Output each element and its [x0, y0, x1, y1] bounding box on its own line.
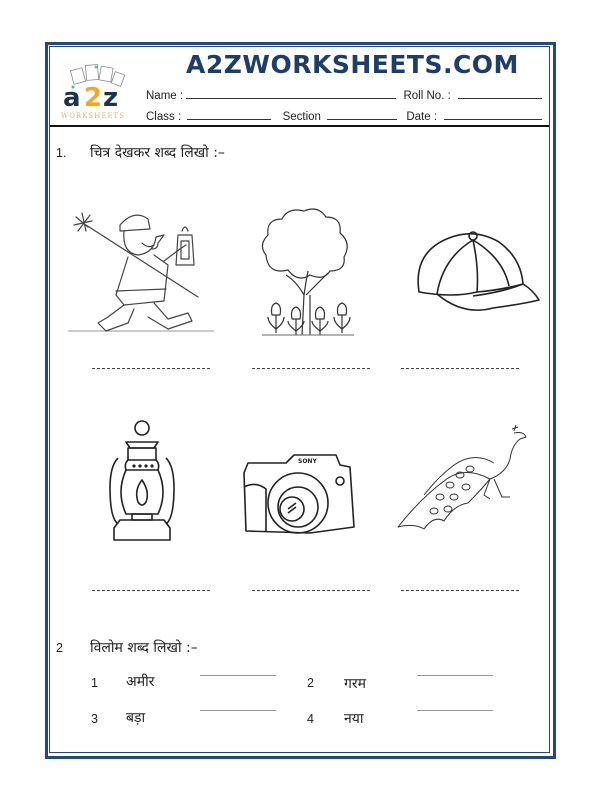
answer-blank-3[interactable]	[401, 368, 519, 369]
class-section-date-row	[146, 108, 542, 123]
antonym-2-number: 2	[307, 676, 314, 690]
section-field[interactable]	[327, 108, 397, 120]
section-label: Section	[282, 111, 321, 123]
lamplighter-icon	[68, 205, 214, 335]
antonym-3-number: 3	[91, 712, 98, 726]
antonym-4-word: नया	[344, 711, 364, 727]
picture-camera	[240, 453, 358, 539]
question-1-number: 1.	[56, 146, 67, 160]
picture-lantern	[104, 418, 180, 546]
antonym-2-word: गरम	[344, 676, 366, 692]
svg-text:z: z	[103, 83, 119, 113]
svg-text:2: 2	[84, 83, 103, 113]
question-2-number: 2	[56, 641, 63, 655]
answer-blank-6[interactable]	[401, 590, 519, 591]
antonym-3-word: बड़ा	[126, 710, 146, 726]
class-label: Class :	[146, 111, 182, 123]
logo-icon	[58, 63, 136, 121]
antonym-2-blank[interactable]	[417, 675, 493, 676]
roll-field[interactable]	[458, 87, 542, 99]
answer-blank-4[interactable]	[92, 590, 210, 591]
name-label: Name :	[146, 90, 184, 102]
class-field[interactable]	[187, 108, 271, 120]
question-1-instruction: चित्र देखकर शब्द लिखो :–	[90, 145, 225, 161]
svg-text:SONY: SONY	[298, 458, 317, 465]
answer-blank-1[interactable]	[92, 368, 210, 369]
picture-peacock	[394, 425, 530, 535]
answer-blank-5[interactable]	[252, 590, 370, 591]
peacock-icon	[394, 425, 530, 535]
site-title: A2ZWORKSHEETS.COM	[186, 50, 519, 79]
antonym-1-word: अमीर	[126, 674, 155, 690]
answer-blank-2[interactable]	[252, 368, 370, 369]
a2z-logo	[58, 63, 136, 121]
camera-icon	[240, 453, 358, 539]
svg-text:WORKSHEETS: WORKSHEETS	[61, 112, 126, 120]
question-2-instruction: विलोम शब्द लिखो :–	[90, 640, 198, 656]
cap-icon	[413, 228, 543, 323]
tree-icon	[258, 205, 358, 340]
antonym-4-number: 4	[307, 712, 314, 726]
svg-text:a: a	[63, 83, 81, 113]
header-divider	[50, 125, 549, 127]
picture-lamplighter	[68, 205, 214, 335]
antonym-1-blank[interactable]	[200, 675, 276, 676]
antonym-1-number: 1	[91, 676, 98, 690]
picture-tree	[258, 205, 358, 340]
name-roll-row	[146, 87, 542, 102]
date-label: Date :	[406, 111, 438, 123]
date-field[interactable]	[444, 108, 542, 120]
antonym-3-blank[interactable]	[200, 710, 276, 711]
name-field[interactable]	[186, 87, 396, 99]
roll-label: Roll No. :	[403, 90, 451, 102]
picture-cap	[413, 228, 543, 323]
lantern-icon	[104, 418, 180, 546]
antonym-4-blank[interactable]	[417, 710, 493, 711]
